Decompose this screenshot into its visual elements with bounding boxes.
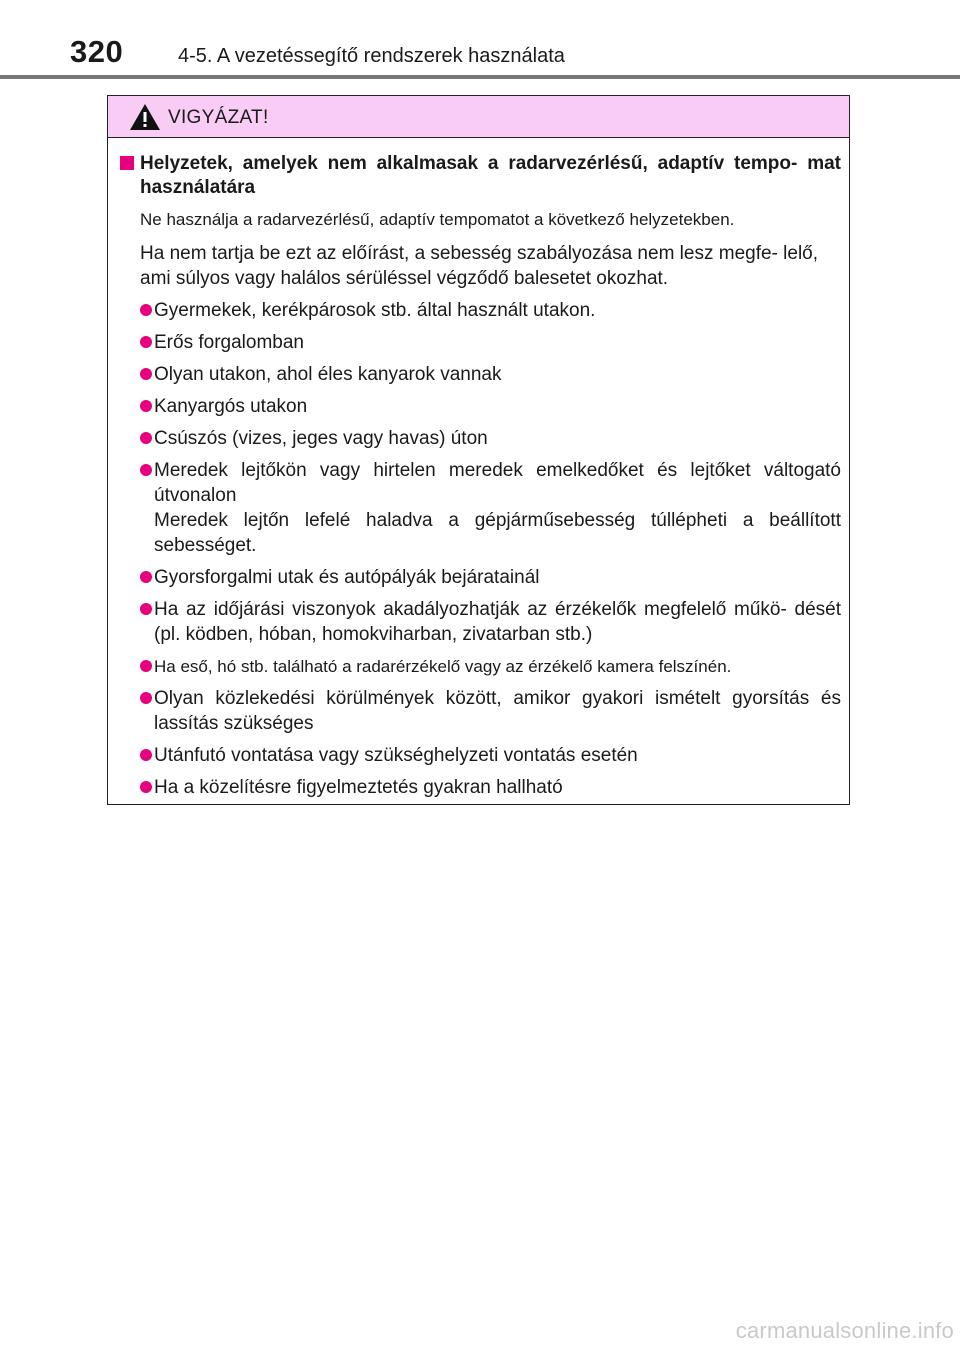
list-item [120,458,841,558]
list-item-text: Erős forgalomban [154,332,304,353]
list-item-text: Kanyargós utakon [154,396,308,417]
header-divider [0,75,960,79]
list-item-text: Ha eső, hó stb. található a radarérzékelő vagy az érzékelő kamera felszínén. [154,657,732,676]
list-item-text: Gyorsforgalmi utak és autópályák bejáratainál [154,567,540,588]
list-item-text: Utánfutó vontatása vagy szükséghelyzeti vontatás esetén [154,745,638,766]
list-item [120,654,841,679]
bullet-icon [140,464,152,476]
list-item-text: Meredek lejtőkön vagy hirtelen meredek emelkedőket és lejtőket váltogató útvonalon [154,460,841,506]
bullet-icon [140,781,152,793]
bullet-icon [140,400,152,412]
bullet-icon [140,571,152,583]
bullet-icon [140,660,152,672]
warning-body [108,138,849,800]
condition-list [120,298,841,800]
list-item [120,743,841,768]
warning-triangle-icon [129,103,161,131]
bullet-icon [140,692,152,704]
list-item-subtext: Meredek lejtőn lefelé haladva a gépjárműsebesség túllépheti a beállított sebességet. [154,510,841,556]
list-item [120,330,841,355]
list-item [120,775,841,800]
list-item-text: Csúszós (vizes, jeges vagy havas) úton [154,428,488,449]
list-item-text: Olyan utakon, ahol éles kanyarok vannak [154,364,502,385]
warning-heading [120,152,841,200]
warning-box [107,95,850,805]
page-header [0,0,960,80]
list-item-text: Ha a közelítésre figyelmeztetés gyakran hallható [154,777,563,798]
list-item [120,426,841,451]
list-item [120,565,841,590]
watermark: carmanualsonline.info [735,1318,954,1343]
bullet-icon [140,432,152,444]
bullet-icon [140,336,152,348]
warning-intro: Ne használja a radarvezérlésű, adaptív tempomatot a következő helyzetekben. [140,210,735,229]
page-number: 320 [70,34,124,69]
list-item [120,394,841,419]
bullet-icon [140,749,152,761]
list-item [120,597,841,647]
list-item-text: Gyermekek, kerékpárosok stb. által használt utakon. [154,300,596,321]
list-item [120,362,841,387]
list-item-text: Ha az időjárási viszonyok akadályozhatják az érzékelők megfelelő műkö- dését (pl. ködben, hóban, homokviharban, zivatarban stb.) [154,599,841,645]
warning-header [108,96,849,138]
list-item [120,686,841,736]
square-bullet-icon [120,156,134,170]
warning-paragraph: Ha nem tartja be ezt az előírást, a sebesség szabályozása nem lesz megfe- lelő, ami súlyos vagy halálos sérüléssel végződő balesetet okozhat. [140,243,819,289]
bullet-icon [140,304,152,316]
list-item [120,298,841,323]
section-title: 4-5. A vezetéssegítő rendszerek használata [178,45,565,67]
list-item-text: Olyan közlekedési körülmények között, amikor gyakori ismételt gyorsítás és lassítás szükséges [154,688,841,734]
bullet-icon [140,368,152,380]
warning-heading-text: Helyzetek, amelyek nem alkalmasak a radarvezérlésű, adaptív tempo- mat használatára [140,153,841,198]
warning-label: VIGYÁZAT! [168,107,269,128]
bullet-icon [140,603,152,615]
